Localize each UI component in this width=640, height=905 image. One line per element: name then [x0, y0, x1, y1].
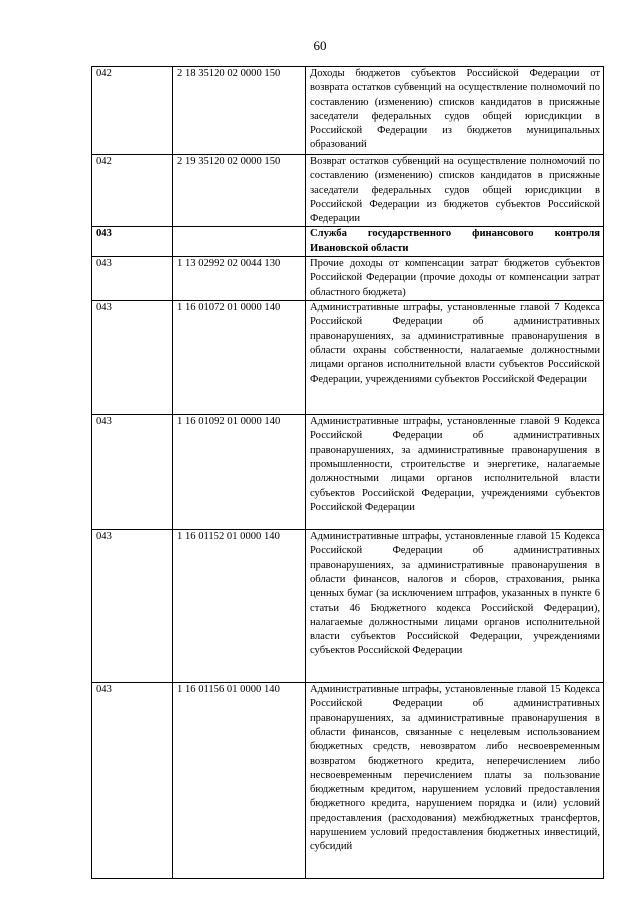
description-cell: Административные штрафы, установленные главой 9 Кодекса Российской Федерации об административных правонарушениях, за административные правонарушения в промышленности, строительстве и энергетике, налагаемые должностными лицами органов исполнительной власти субъектов Российской Федерации, учреждениями субъектов Российской Федерации: [306, 415, 604, 530]
admin-code-cell: 043: [92, 415, 173, 530]
budget-code-cell: 1 16 01156 01 0000 140: [173, 683, 306, 879]
admin-code-cell: 042: [92, 67, 173, 155]
section-heading-cell: Служба государственного финансового контроля Ивановской области: [306, 227, 604, 257]
admin-code-cell: 043: [92, 227, 173, 257]
description-cell: Административные штрафы, установленные главой 15 Кодекса Российской Федерации об административных правонарушениях, за административные правонарушения в области финансов, налогов и сборов, страхования, рынка ценных бумаг (за исключением штрафов, указанных в пункте 6 статьи 46 Бюджетного кодекса Российской Федерации), налагаемые должностными лицами органов исполнительной власти субъектов Российской Федерации, учреждениями субъектов Российской Федерации: [306, 530, 604, 683]
budget-code-cell: 1 16 01072 01 0000 140: [173, 301, 306, 415]
description-cell: Административные штрафы, установленные главой 7 Кодекса Российской Федерации об административных правонарушениях, за административные правонарушения в области охраны собственности, налагаемые должностными лицами органов исполнительной власти субъектов Российской Федерации, учреждениями субъектов Российской Федерации: [306, 301, 604, 415]
budget-code-cell: 1 16 01092 01 0000 140: [173, 415, 306, 530]
budget-code-cell: [173, 227, 306, 257]
budget-code-cell: 1 16 01152 01 0000 140: [173, 530, 306, 683]
description-cell: Административные штрафы, установленные главой 15 Кодекса Российской Федерации об административных правонарушениях, за административные правонарушения в области финансов, связанные с нецелевым использованием бюджетных средств, невозвратом либо несвоевременным возвратом бюджетного кредита, неперечислением либо несвоевременным перечислением платы за пользование бюджетным кредитом, нарушением условий предоставления бюджетного кредита, нарушением порядка и (или) условий предоставления (расходования) межбюджетных трансфертов, нарушением условий предоставления бюджетных инвестиций, субсидий: [306, 683, 604, 879]
table-row: [92, 530, 604, 683]
description-cell: Доходы бюджетов субъектов Российской Федерации от возврата остатков субвенций на осуществление полномочий по составлению (изменению) списков кандидатов в присяжные заседатели федеральных судов общей юрисдикции в Российской Федерации из бюджетов муниципальных образований: [306, 67, 604, 155]
admin-code-cell: 043: [92, 301, 173, 415]
description-cell: Прочие доходы от компенсации затрат бюджетов субъектов Российской Федерации (прочие доходы от компенсации затрат областного бюджета): [306, 257, 604, 301]
budget-code-cell: 2 18 35120 02 0000 150: [173, 67, 306, 155]
table-row: [92, 257, 604, 301]
description-cell: Возврат остатков субвенций на осуществление полномочий по составлению (изменению) списков кандидатов в присяжные заседатели федеральных судов общей юрисдикции в Российской Федерации из бюджетов субъектов Российской Федерации: [306, 155, 604, 227]
budget-code-cell: 1 13 02992 02 0044 130: [173, 257, 306, 301]
admin-code-cell: 043: [92, 530, 173, 683]
page-number: 60: [313, 38, 327, 53]
table-row: [92, 683, 604, 879]
budget-code-cell: 2 19 35120 02 0000 150: [173, 155, 306, 227]
admin-code-cell: 043: [92, 257, 173, 301]
revenue-codes-table: [91, 66, 604, 879]
table-row: [92, 155, 604, 227]
admin-code-cell: 043: [92, 683, 173, 879]
table-row: [92, 67, 604, 155]
admin-code-cell: 042: [92, 155, 173, 227]
table-row: [92, 301, 604, 415]
section-heading-row: [92, 227, 604, 257]
table-row: [92, 415, 604, 530]
